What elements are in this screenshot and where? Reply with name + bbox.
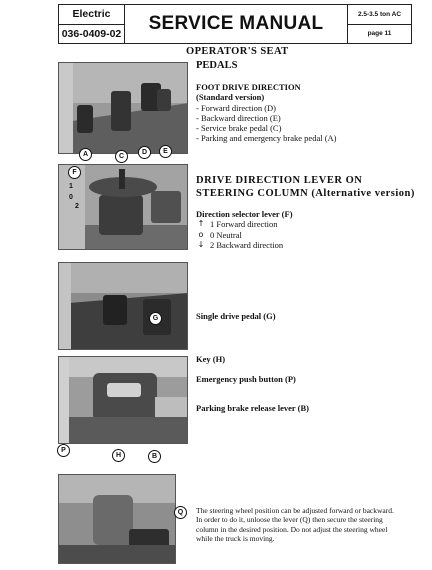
drive-lever-section — [196, 174, 426, 250]
emergency-button-label: Emergency push button (P) — [196, 374, 296, 384]
foot-drive-section — [196, 82, 416, 144]
callout-b: B — [148, 450, 161, 463]
drive-lever-title-2: STEERING COLUMN (Alternative version) — [196, 188, 415, 199]
foot-drive-item: - Parking and emergency brake pedal (A) — [196, 133, 337, 144]
neutral-circle-icon: o — [198, 229, 204, 239]
header-right-cell — [347, 5, 411, 43]
pedals-photo — [58, 62, 188, 154]
callout-g: G — [149, 312, 162, 325]
note-line: column in the desired position. Do not adjust the steering wheel — [196, 524, 388, 534]
callout-c: C — [115, 150, 128, 163]
steering-adjust-note — [196, 506, 422, 544]
callout-e: E — [159, 145, 172, 158]
doc-code: 036-0409-02 — [61, 27, 122, 40]
callout-a: A — [79, 148, 92, 161]
foot-drive-title: FOOT DRIVE DIRECTION — [196, 82, 301, 92]
page-number: page 11 — [367, 30, 392, 38]
note-line: In order to do it, unloose the lever (Q) then secure the steering — [196, 515, 383, 525]
controls-photo — [58, 356, 188, 444]
drive-lever-title-1: DRIVE DIRECTION LEVER ON — [196, 175, 363, 186]
direction-backward — [196, 240, 426, 250]
callout-f: F — [68, 166, 81, 179]
callout-q: Q — [174, 506, 187, 519]
callout-p: P — [57, 444, 70, 457]
model-family: Electric — [59, 5, 124, 25]
note-line: while the truck is moving. — [196, 534, 275, 544]
section-heading: PEDALS — [196, 60, 238, 71]
direction-text: 0 Neutral — [210, 229, 242, 240]
single-drive-pedal-label: Single drive pedal (G) — [196, 311, 276, 321]
capacity-label: 2.5-3.5 ton AC — [348, 5, 411, 25]
direction-neutral — [196, 230, 426, 240]
note-line: The steering wheel position can be adjusted forward or backward. — [196, 506, 394, 515]
foot-drive-item: - Backward direction (E) — [196, 112, 281, 123]
steering-adjust-photo — [58, 474, 176, 564]
lever-position-0: 0 — [69, 194, 73, 201]
header-left-cell — [59, 5, 125, 43]
foot-drive-subtitle: (Standard version) — [196, 92, 265, 103]
callout-h: H — [112, 449, 125, 462]
selector-label: Direction selector lever (F) — [196, 209, 293, 219]
parking-release-label: Parking brake release lever (B) — [196, 403, 309, 413]
key-label: Key (H) — [196, 354, 226, 364]
foot-drive-item: - Service brake pedal (C) — [196, 123, 282, 134]
arrow-down-icon: ↓ — [197, 239, 205, 249]
page-heading: OPERATOR'S SEAT — [186, 46, 289, 57]
direction-forward — [196, 219, 426, 229]
direction-text: 2 Backward direction — [210, 239, 284, 250]
direction-text: 1 Forward direction — [210, 219, 278, 230]
manual-title: SERVICE MANUAL — [148, 13, 324, 34]
document-header — [58, 4, 412, 44]
arrow-up-icon: ↑ — [197, 219, 205, 229]
lever-position-1: 1 — [69, 183, 73, 190]
single-pedal-photo — [58, 262, 188, 350]
foot-drive-item: - Forward direction (D) — [196, 102, 277, 113]
lever-position-2: 2 — [75, 203, 79, 210]
callout-d: D — [138, 146, 151, 159]
